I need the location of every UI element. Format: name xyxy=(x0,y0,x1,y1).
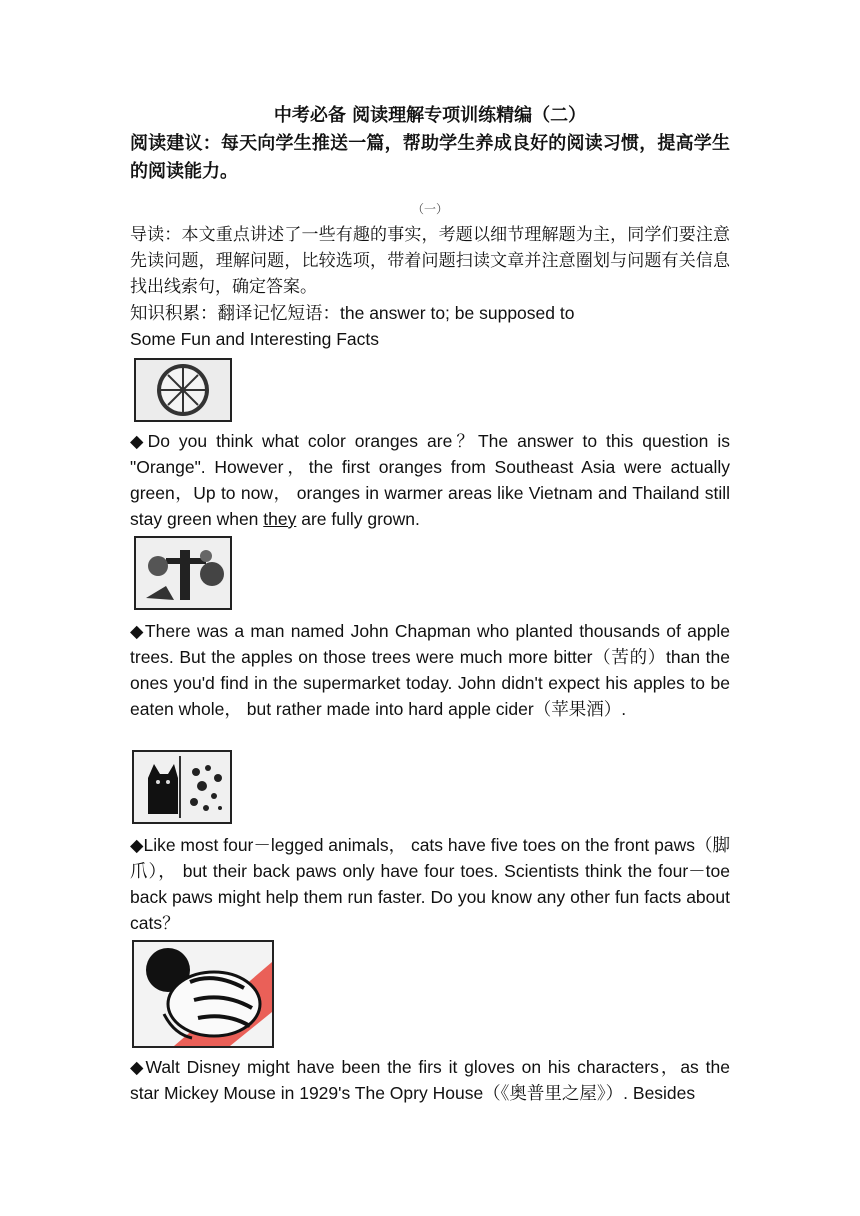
paragraph-disney xyxy=(130,1054,730,1106)
paragraph-cats xyxy=(130,832,730,936)
paragraph-oranges xyxy=(130,428,730,532)
bullet-diamond-icon: ◆ xyxy=(130,1057,146,1077)
paragraph-oranges-text: Do you think what color oranges are？The answer to this question is "Orange". However，the first oranges from Southeast Asia were actually green，Up to now， oranges in warmer areas like Vietnam and Thailand still stay green when xyxy=(130,431,730,529)
document-title: 中考必备 阅读理解专项训练精编（二） xyxy=(273,105,587,126)
paragraph-cats-text: Like most four－legged animals， cats have five toes on the front paws（脚爪）， but their back paws only have four toes. Scientists think the four－toe back paws might help them run faster. Do you know any other fun facts about cats？ xyxy=(130,835,731,933)
bullet-diamond-icon: ◆ xyxy=(130,621,145,641)
apple-tree-illustration xyxy=(134,536,232,610)
orange-slice-illustration xyxy=(134,358,232,422)
bullet-diamond-icon: ◆ xyxy=(130,431,148,451)
paragraph-oranges-tail: are fully grown. xyxy=(296,509,420,529)
paragraph-apples xyxy=(130,618,730,722)
mickey-mouse-illustration xyxy=(132,940,274,1048)
paragraph-disney-text: Walt Disney might have been the firs it gloves on his characters，as the star Mickey Mouse in 1929's The Opry House（《奥普里之屋》）. Besides xyxy=(130,1057,730,1103)
underlined-word: they xyxy=(263,509,297,529)
article-title: Some Fun and Interesting Facts xyxy=(130,329,380,349)
cat-paw-illustration xyxy=(132,750,232,824)
bullet-diamond-icon: ◆ xyxy=(130,835,144,855)
reading-guide: 导读：本文重点讲述了一些有趣的事实，考题以细节理解题为主，同学们要注意先读问题，理解问题，比较选项，带着问题扫读文章并注意圈划与问题有关信息找出线索句，确定答案。 xyxy=(130,225,730,297)
section-number: （一） xyxy=(411,202,448,216)
paragraph-apples-text: There was a man named John Chapman who planted thousands of apple trees. But the apples on those trees were much more bitter（苦的）than the ones you'd find in the supermarket today. John didn't expect his apples to be eaten whole， but rather made into hard apple cider（苹果酒）. xyxy=(130,621,730,719)
knowledge-note: 知识积累：翻译记忆短语：the answer to; be supposed to xyxy=(130,303,575,323)
reading-advice: 阅读建议：每天向学生推送一篇，帮助学生养成良好的阅读习惯，提高学生的阅读能力。 xyxy=(130,133,730,182)
